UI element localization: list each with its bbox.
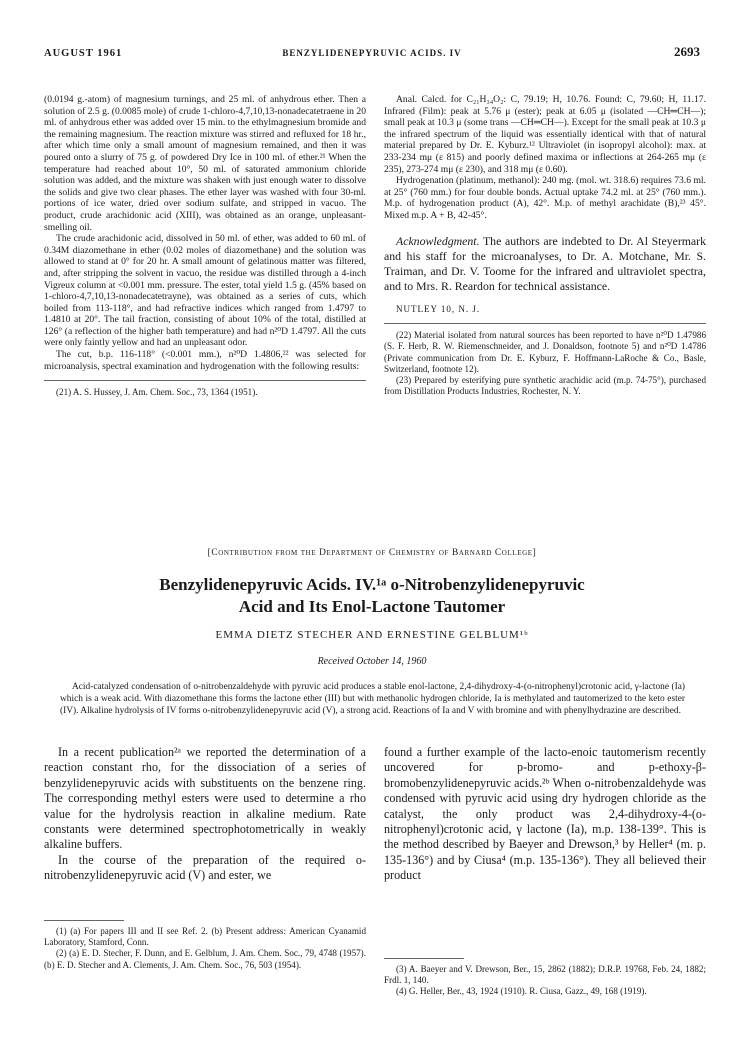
right-column-continuation (384, 94, 706, 397)
title-line-2: Acid and Its Enol-Lactone Tautomer (238, 597, 506, 616)
footnote-2: (2) (a) E. D. Stecher, F. Dunn, and E. Gelblum, J. Am. Chem. Soc., 79, 4748 (1957). (b) E. D. Stecher and A. Clements, J. Am. Chem. Soc., 76, 503 (1954). (44, 948, 366, 970)
location-line: NUTLEY 10, N. J. (396, 303, 481, 314)
footnote-22: (22) Material isolated from natural sources has been reported to have n²⁰D 1.47986 (S. F. Herb, R. W. Riemenschneider, and J. Donaldson, footnote 5) and n²⁰D 1.4786 (Private communication from Dr. E. Kyburz, F. Hoffmann-LaRoche & Co., Basle, Switzerland, footnote 12). (384, 330, 706, 374)
footnotes-left (44, 926, 366, 971)
experimental-paragraph: (0.0194 g.-atom) of magnesium turnings, and 25 ml. of anhydrous ether. Then a solution of 2.5 g. (0.0085 mole) of crude 1-chloro-4,7,10,13-nonadecatetraene in 20 ml. of anhydrous ether was added over 15 min. to the ethylmagnesium bromide and the remaining magnesium. The reaction mixture was stirred and refluxed for 18 hr., after which time only a small amount of magnesium remained, and then it was poured onto a slurry of 75 g. of powdered Dry Ice in 100 ml. of ether.²¹ When the temperature had reached about 10°, 50 ml. of saturated ammonium chloride solution was added, and the mixture was shaken with just enough water to dissolve the solids and give two clear phases. The ether layer was washed with four 30-ml. portions of ice water, dried over sodium sulfate, and stripped in vacuo. The product, crude arachidonic acid (XIII), was obtained as an orange, unpleasant-smelling oil. (44, 94, 366, 233)
footnote-divider (384, 958, 464, 959)
footnote-21: (21) A. S. Hussey, J. Am. Chem. Soc., 73, 1364 (1951). (56, 387, 258, 398)
title-line-1: Benzylidenepyruvic Acids. IV.¹ᵃ o-Nitrobenzylidenepyruvic (159, 575, 585, 594)
footnote-divider (44, 380, 366, 381)
footnote-3: (3) A. Baeyer and V. Drewson, Ber., 15, 2862 (1882); D.R.P. 19768, Feb. 24, 1882; Frdl. 1, 140. (384, 964, 706, 986)
experimental-paragraph: The crude arachidonic acid, dissolved in 50 ml. of ether, was added to 60 ml. of 0.34M diazomethane in ether (0.02 moles of diazomethane) and the solution was allowed to stand at 0° for 20 hr. A small amount of gelatinous matter was filtered, and, after stripping the solvent in vacuo, the residue was distilled through a 4-inch Vigreux column at <0.001 mm. pressure. The ester, total yield 1.5 g. (45% based on 1-chloro-4,7,10,13-nonadecatetrayne), was obtained as a series of cuts, which boiled from 113-118°, and had refractive indices which ranged from 1.4797 to 1.4810 at 20°. The tail fraction, consisting of about 10% of the total, distilled at 126° (a reflection of the higher bath temperature) and had n²⁰D 1.4797. All the cuts were only faintly yellow and had an unpleasant odor. (44, 233, 366, 349)
header-running-title: BENZYLIDENEPYRUVIC ACIDS. IV (282, 48, 462, 58)
left-column-continuation (44, 94, 366, 398)
footnote-1: (1) (a) For papers III and II see Ref. 2. (b) Present address: American Cyanamid Laboratory, Stamford, Conn. (44, 926, 366, 948)
header-date: AUGUST 1961 (44, 48, 123, 59)
acknowledgment-text: The authors are indebted to Dr. Al Steyermark and his staff for the microanalyses, to Dr. A. Motchane, Mr. S. Traiman, and Dr. V. Toome for the infrared and ultraviolet spectra, and to Mrs. R. Reardon for technical assistance. (384, 233, 706, 293)
body-paragraph: found a further example of the lacto-enoic tautomerism recently uncovered for p-bromo- and p-ethoxy-β-bromobenzylidenepyruvic acids.²ᵇ When o-nitrobenzaldehyde was condensed with pyruvic acid using dry hydrogen chloride as the catalyst, the only product was 2,4-dihydroxy-4-(o-nitrophenyl)crotonic acid, γ lactone (Ia), m.p. 138-139°. This is the method described by Baeyer and Drewson,³ by Heller⁴ (m. p. 135-136°) and by Ciusa⁴ (m.p. 135-136°). They all believed their product (384, 745, 706, 883)
body-left-column (44, 745, 366, 884)
contribution-line: [Contribution from the Department of Chemistry of Barnard College] (207, 548, 537, 558)
experimental-paragraph: The cut, b.p. 116-118° (<0.001 mm.), n²⁰D 1.4806,²² was selected for microanalysis, spectral examination and hydrogenation with the following results: (44, 349, 366, 372)
hydrogenation-paragraph: Hydrogenation (platinum, methanol): 240 mg. (mol. wt. 318.6) requires 73.6 ml. at 25° (760 mm.) for four double bonds. Actual uptake 74.2 ml. at 25° (760 mm.). M.p. of hydrogenation product (A), 42°. M.p. of methyl arachidate (B),²³ 45°. Mixed m.p. A + B, 42-45°. (384, 175, 706, 221)
acknowledgment (384, 234, 706, 294)
body-paragraph: In the course of the preparation of the required o-nitrobenzylidenepyruvic acid (V) and ester, we (44, 852, 366, 883)
page-number: 2693 (674, 44, 700, 59)
running-header (44, 44, 700, 64)
body-right-column (384, 745, 706, 884)
footnote-4: (4) G. Heller, Ber., 43, 1924 (1910). R. Ciusa, Gazz., 49, 168 (1919). (396, 986, 647, 997)
abstract: Acid-catalyzed condensation of o-nitrobenzaldehyde with pyruvic acid produces a stable enol-lactone, 2,4-dihydroxy-4-(o-nitrophenyl)crotonic acid, γ-lactone (Ia) which is a weak acid. With diazomethane this forms the lactone ether (III) but with methanolic hydrogen chloride, Ia is methylated and tautomerized to the keto ester (IV). Alkaline hydrolysis of IV forms o-nitrobenzylidenepyruvic acid (V), a strong acid. Reactions of Ia and V with bromine and with phenylhydrazine are described. (60, 682, 685, 716)
received-date: Received October 14, 1960 (317, 656, 427, 667)
footnotes-right (384, 964, 706, 998)
acknowledgment-label: Acknowledgment. (396, 233, 480, 248)
authors: EMMA DIETZ STECHER AND ERNESTINE GELBLUM¹ᵇ (215, 629, 529, 641)
article-title (44, 574, 700, 618)
body-paragraph: In a recent publication²ᵃ we reported the determination of a reaction constant rho, for the dissociation of a series of benzylidenepyruvic acids with substituents on the benzene ring. The corresponding methyl esters were used to determine a rho value for the hydrolysis reaction in alkaline medium. Rate constants were determined spectrophotometrically in weakly alkaline buffers. (44, 745, 366, 852)
footnote-divider (384, 323, 706, 324)
footnote-23: (23) Prepared by esterifying pure synthetic arachidic acid (m.p. 74-75°), purchased from Distillation Products Industries, Rochester, N. Y. (384, 374, 706, 397)
analysis-paragraph: Anal. Calcd. for C₂₁H₃₄O₂: C, 79.19; H, 10.76. Found: C, 79.60; H, 11.17. Infrared (Film): peak at 5.76 μ (ester); peak at 6.05 μ (isolated —CH═CH—); small peak at 10.3 μ (some trans —CH═CH—). Except for the small peak at 10.3 μ the infrared spectrum of the liquid was essentially identical with that of natural material prepared by Dr. E. Kyburz.¹² Ultraviolet (in isopropyl alcohol): max. at 233-234 mμ (ε 815) and poorly defined maxima or inflections at 264-265 mμ (ε 235), 273-274 mμ (ε 230), and 318 mμ (ε 0.60). (384, 94, 706, 175)
footnote-divider (44, 920, 124, 921)
